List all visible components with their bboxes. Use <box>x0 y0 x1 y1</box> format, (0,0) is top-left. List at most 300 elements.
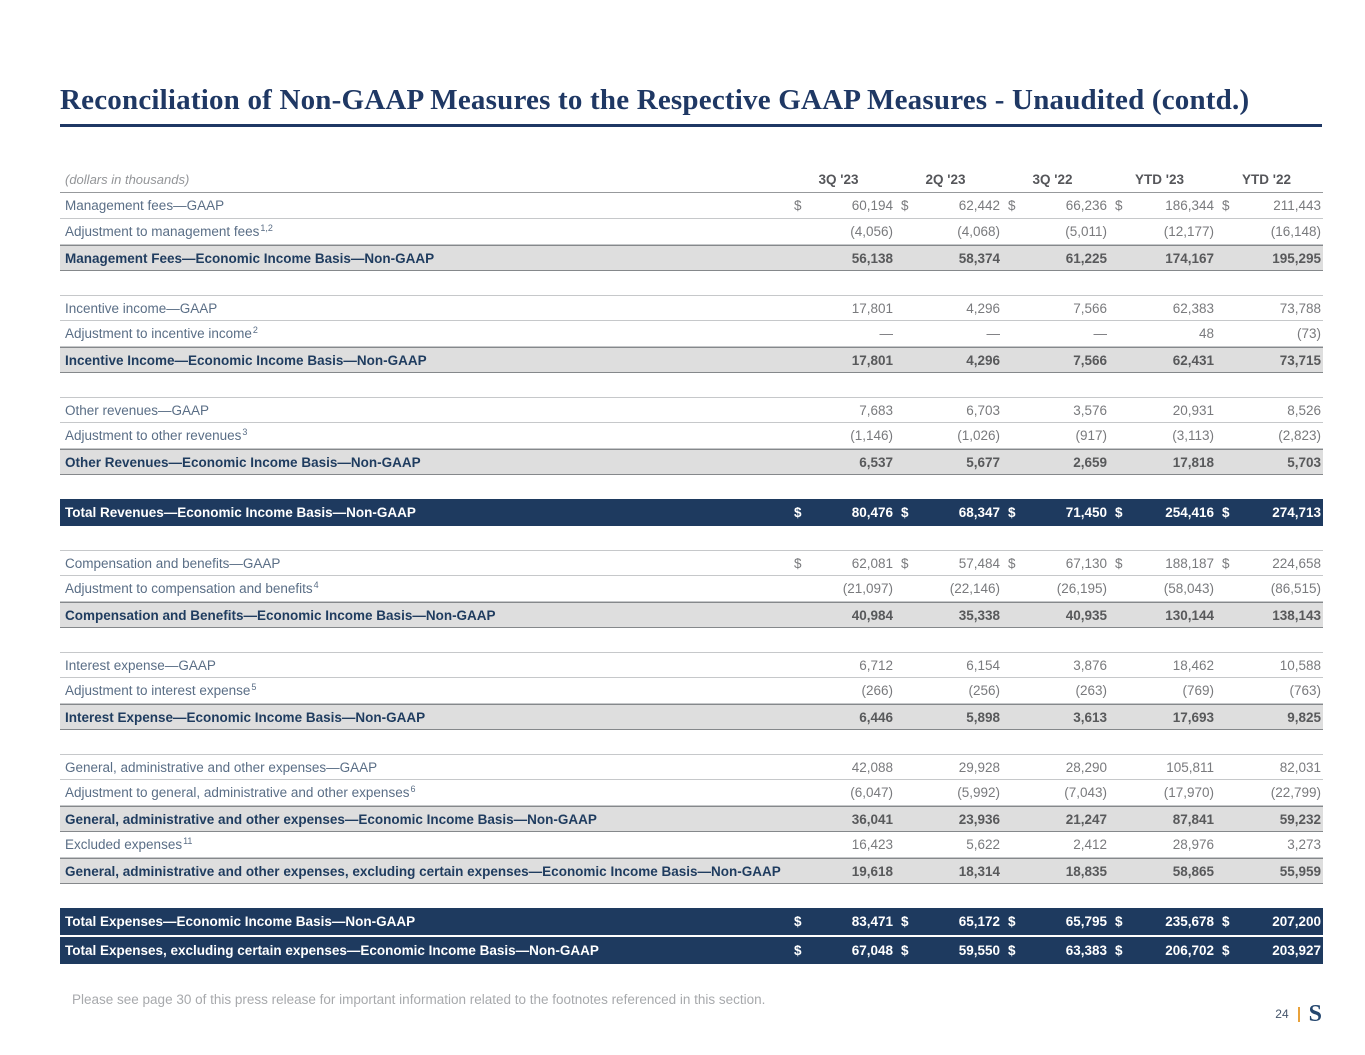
value-cell <box>895 556 1002 571</box>
cell-value: 65,172 <box>958 914 1000 929</box>
cell-value: (1,026) <box>957 428 1000 443</box>
value-cell <box>1002 914 1109 929</box>
cell-value: 174,167 <box>1165 250 1214 266</box>
cell-value: 4,296 <box>966 300 1000 316</box>
cell-value: (21,097) <box>842 581 893 596</box>
table-row <box>60 832 1323 858</box>
cell-value: 28,290 <box>1065 759 1107 775</box>
value-cell <box>788 608 895 623</box>
value-cell <box>895 683 1002 698</box>
value-cell <box>1216 301 1323 316</box>
table-row <box>60 347 1323 373</box>
currency-symbol: $ <box>1115 914 1123 929</box>
cell-value: 6,154 <box>966 657 1000 673</box>
value-cell <box>788 556 895 571</box>
table-row <box>60 449 1323 475</box>
currency-symbol: $ <box>794 555 802 571</box>
cell-value: (763) <box>1289 683 1321 698</box>
cell-value: (17,970) <box>1163 785 1214 800</box>
value-cell <box>1002 710 1109 725</box>
value-cell <box>1216 837 1323 852</box>
value-cell <box>1002 224 1109 239</box>
currency-symbol: $ <box>794 943 802 958</box>
currency-symbol: $ <box>1008 198 1016 213</box>
value-cell <box>895 224 1002 239</box>
cell-value: 188,187 <box>1165 555 1214 571</box>
cell-value: (22,146) <box>949 581 1000 596</box>
cell-value: 73,788 <box>1279 300 1321 316</box>
row-label-text: Other revenues—GAAP <box>65 402 210 418</box>
table-row <box>60 780 1323 806</box>
value-cell <box>1109 812 1216 827</box>
value-cell <box>1002 837 1109 852</box>
value-cell <box>1109 608 1216 623</box>
cell-value: 18,835 <box>1065 863 1107 879</box>
row-label-text: Other Revenues—Economic Income Basis—Non-GAAP <box>65 454 421 470</box>
cell-value: 40,935 <box>1065 607 1107 623</box>
cell-value: 62,081 <box>851 555 893 571</box>
row-label <box>60 455 788 470</box>
value-cell <box>788 353 895 368</box>
table-row <box>60 704 1323 730</box>
cell-value: 67,048 <box>851 943 893 958</box>
footnote-marker: 6 <box>410 783 416 794</box>
value-cell <box>895 198 1002 213</box>
value-cell <box>1216 353 1323 368</box>
currency-symbol: $ <box>1222 943 1230 958</box>
value-cell <box>1216 785 1323 800</box>
cell-value: 55,959 <box>1279 863 1321 879</box>
value-cell <box>1109 224 1216 239</box>
value-cell <box>895 760 1002 775</box>
value-cell <box>895 428 1002 443</box>
cell-value: 17,801 <box>851 300 893 316</box>
value-cell <box>1216 683 1323 698</box>
cell-value: 87,841 <box>1172 811 1214 827</box>
cell-value: 7,566 <box>1073 352 1107 368</box>
table-block <box>60 397 1323 475</box>
currency-symbol: $ <box>1008 505 1016 520</box>
row-label <box>60 353 788 368</box>
footnote-marker: 4 <box>313 579 319 590</box>
cell-value: 57,484 <box>958 555 1000 571</box>
value-cell <box>895 710 1002 725</box>
value-cell <box>1002 864 1109 879</box>
cell-value: (2,823) <box>1278 428 1321 443</box>
value-cell <box>1216 760 1323 775</box>
cell-value: 59,232 <box>1279 811 1321 827</box>
currency-symbol: $ <box>1115 943 1123 958</box>
page-number: 24 <box>1275 1007 1289 1021</box>
value-cell <box>1216 455 1323 470</box>
value-cell <box>788 710 895 725</box>
row-label <box>60 581 788 596</box>
table-row <box>60 397 1323 423</box>
table-body <box>60 193 1323 964</box>
value-cell <box>1002 326 1109 341</box>
value-cell <box>895 864 1002 879</box>
value-cell <box>788 198 895 213</box>
cell-value: (4,068) <box>957 224 1000 239</box>
cell-value: (7,043) <box>1064 785 1107 800</box>
table-block <box>60 295 1323 373</box>
currency-symbol: $ <box>1222 914 1230 929</box>
row-label <box>60 556 788 571</box>
reconciliation-table <box>60 172 1323 964</box>
row-label-text: General, administrative and other expenses—Economic Income Basis—Non-GAAP <box>65 811 597 827</box>
row-label-text: Total Revenues—Economic Income Basis—Non-GAAP <box>65 505 416 520</box>
value-cell <box>1216 608 1323 623</box>
value-cell <box>1109 403 1216 418</box>
row-label <box>60 658 788 673</box>
cell-value: 5,898 <box>966 709 1000 725</box>
cell-value: 66,236 <box>1065 198 1107 213</box>
value-cell <box>895 353 1002 368</box>
value-cell <box>1216 198 1323 213</box>
value-cell <box>1002 658 1109 673</box>
table-row <box>60 858 1323 884</box>
cell-value: — <box>986 326 1000 341</box>
cell-value: (86,515) <box>1270 581 1321 596</box>
cell-value: (5,011) <box>1065 224 1107 239</box>
cell-value: 60,194 <box>851 198 893 213</box>
cell-value: (263) <box>1075 683 1107 698</box>
value-cell <box>1109 785 1216 800</box>
cell-value: 61,225 <box>1065 250 1107 266</box>
page-title: Reconciliation of Non-GAAP Measures to the Respective GAAP Measures - Unaudited (contd.) <box>60 84 1250 116</box>
value-cell <box>788 943 895 958</box>
page-footer <box>1275 1002 1322 1026</box>
row-label-text: Interest expense—GAAP <box>65 657 216 673</box>
table-row <box>60 678 1323 704</box>
value-cell <box>788 760 895 775</box>
cell-value: 130,144 <box>1165 607 1214 623</box>
row-label-text: Management fees—GAAP <box>65 198 225 213</box>
cell-value: (73) <box>1296 326 1321 341</box>
currency-symbol: $ <box>1222 555 1230 571</box>
column-header: 2Q '23 <box>925 172 966 187</box>
table-block <box>60 754 1323 884</box>
value-cell <box>895 301 1002 316</box>
cell-value: 5,703 <box>1287 454 1321 470</box>
value-cell <box>1002 198 1109 213</box>
cell-value: 71,450 <box>1065 505 1107 520</box>
cell-value: — <box>879 326 893 341</box>
value-cell <box>1002 581 1109 596</box>
value-cell <box>895 455 1002 470</box>
cell-value: 3,576 <box>1073 402 1107 418</box>
value-cell <box>895 837 1002 852</box>
cell-value: 6,712 <box>859 657 893 673</box>
value-cell <box>788 428 895 443</box>
value-cell <box>895 251 1002 266</box>
cell-value: 4,296 <box>966 352 1000 368</box>
row-label-text: Total Expenses, excluding certain expenses—Economic Income Basis—Non-GAAP <box>65 943 599 958</box>
cell-value: 2,412 <box>1073 837 1107 852</box>
currency-symbol: $ <box>794 914 802 929</box>
row-label <box>60 428 788 443</box>
currency-symbol: $ <box>1222 198 1230 213</box>
table-row <box>60 652 1323 678</box>
table-row <box>60 245 1323 271</box>
value-cell <box>1109 864 1216 879</box>
value-cell <box>1216 581 1323 596</box>
cell-value: 7,683 <box>859 402 893 418</box>
row-label <box>60 760 788 775</box>
unit-label: (dollars in thousands) <box>65 172 190 187</box>
cell-value: 67,130 <box>1065 555 1107 571</box>
value-cell <box>1109 353 1216 368</box>
table-row <box>60 754 1323 780</box>
cell-value: 58,374 <box>958 250 1000 266</box>
currency-symbol: $ <box>794 505 802 520</box>
row-label <box>60 914 788 929</box>
value-cell <box>1002 683 1109 698</box>
table-block <box>60 652 1323 730</box>
cell-value: (22,799) <box>1270 785 1321 800</box>
value-cell <box>1109 326 1216 341</box>
currency-symbol: $ <box>1008 943 1016 958</box>
value-cell <box>1216 658 1323 673</box>
cell-value: 40,984 <box>851 607 893 623</box>
cell-value: 68,347 <box>958 505 1000 520</box>
title-underline <box>60 124 1322 127</box>
cell-value: 3,613 <box>1073 709 1107 725</box>
cell-value: (266) <box>861 683 893 698</box>
value-cell <box>895 812 1002 827</box>
cell-value: 63,383 <box>1065 943 1107 958</box>
cell-value: 207,200 <box>1272 914 1321 929</box>
cell-value: 62,442 <box>958 198 1000 213</box>
cell-value: 18,462 <box>1172 657 1214 673</box>
cell-value: (6,047) <box>850 785 893 800</box>
value-cell <box>1002 812 1109 827</box>
table-row <box>60 423 1323 449</box>
table-row <box>60 550 1323 576</box>
cell-value: 254,416 <box>1165 505 1214 520</box>
cell-value: 8,526 <box>1287 402 1321 418</box>
cell-value: 186,344 <box>1165 198 1214 213</box>
value-cell <box>1109 301 1216 316</box>
value-cell <box>1109 837 1216 852</box>
cell-value: 6,446 <box>859 709 893 725</box>
table-row <box>60 937 1323 964</box>
cell-value: (12,177) <box>1163 224 1214 239</box>
row-label <box>60 608 788 623</box>
cell-value: 105,811 <box>1166 759 1214 775</box>
footnote-marker: 2 <box>252 324 258 335</box>
cell-value: 18,314 <box>958 863 1000 879</box>
row-label-text: Incentive Income—Economic Income Basis—Non-GAAP <box>65 352 427 368</box>
value-cell <box>1002 785 1109 800</box>
row-label-text: Interest Expense—Economic Income Basis—Non-GAAP <box>65 709 426 725</box>
value-cell <box>1216 326 1323 341</box>
table-row <box>60 219 1323 245</box>
row-label <box>60 864 788 879</box>
value-cell <box>1216 224 1323 239</box>
value-cell <box>1002 556 1109 571</box>
table-block <box>60 550 1323 628</box>
value-cell <box>788 301 895 316</box>
cell-value: 9,825 <box>1287 709 1321 725</box>
cell-value: 23,936 <box>958 811 1000 827</box>
currency-symbol: $ <box>901 555 909 571</box>
value-cell <box>1002 505 1109 520</box>
row-label <box>60 251 788 266</box>
value-cell <box>1216 864 1323 879</box>
value-cell <box>895 943 1002 958</box>
row-label-text: Adjustment to management fees <box>65 224 260 239</box>
company-logo: S <box>1308 1001 1322 1027</box>
value-cell <box>1109 428 1216 443</box>
currency-symbol: $ <box>1008 555 1016 571</box>
table-block <box>60 193 1323 271</box>
value-cell <box>1002 353 1109 368</box>
cell-value: 35,338 <box>958 607 1000 623</box>
cell-value: 20,931 <box>1172 402 1214 418</box>
cell-value: 19,618 <box>851 863 893 879</box>
row-label <box>60 505 788 520</box>
cell-value: 73,715 <box>1279 352 1321 368</box>
cell-value: 224,658 <box>1272 555 1321 571</box>
column-header: YTD '23 <box>1135 172 1184 187</box>
footnote-marker: 11 <box>183 835 193 846</box>
cell-value: 206,702 <box>1165 943 1214 958</box>
row-label-text: Adjustment to compensation and benefits <box>65 581 313 596</box>
cell-value: (917) <box>1075 428 1107 443</box>
currency-symbol: $ <box>901 198 909 213</box>
cell-value: 10,588 <box>1279 657 1321 673</box>
currency-symbol: $ <box>794 198 802 213</box>
cell-value: 138,143 <box>1272 607 1321 623</box>
row-label <box>60 326 788 341</box>
cell-value: 6,537 <box>859 454 893 470</box>
cell-value: 82,031 <box>1279 759 1321 775</box>
value-cell <box>1002 301 1109 316</box>
value-cell <box>788 683 895 698</box>
cell-value: (26,195) <box>1056 581 1107 596</box>
row-label <box>60 943 788 958</box>
currency-symbol: $ <box>1115 198 1123 213</box>
currency-symbol: $ <box>901 505 909 520</box>
row-label-text: Adjustment to general, administrative and other expenses <box>65 785 410 800</box>
column-header: YTD '22 <box>1242 172 1291 187</box>
cell-value: 235,678 <box>1165 914 1214 929</box>
row-label <box>60 785 788 800</box>
row-label-text: Total Expenses—Economic Income Basis—Non-GAAP <box>65 914 416 929</box>
cell-value: (5,992) <box>957 785 1000 800</box>
row-label <box>60 683 788 698</box>
cell-value: 3,876 <box>1073 657 1107 673</box>
value-cell <box>788 505 895 520</box>
value-cell <box>1109 683 1216 698</box>
footnote-marker: 5 <box>251 681 257 692</box>
table-row <box>60 499 1323 526</box>
table-row <box>60 576 1323 602</box>
table-row <box>60 602 1323 628</box>
value-cell <box>1002 428 1109 443</box>
row-label-text: Incentive income—GAAP <box>65 300 218 316</box>
value-cell <box>1109 198 1216 213</box>
table-row <box>60 908 1323 935</box>
value-cell <box>1002 403 1109 418</box>
value-cell <box>1216 914 1323 929</box>
row-label <box>60 198 788 213</box>
cell-value: 48 <box>1198 326 1214 341</box>
cell-value: (1,146) <box>850 428 893 443</box>
cell-value: 80,476 <box>851 505 893 520</box>
row-label-text: Adjustment to other revenues <box>65 428 242 443</box>
cell-value: 83,471 <box>851 914 893 929</box>
value-cell <box>1216 251 1323 266</box>
cell-value: 2,659 <box>1073 454 1107 470</box>
currency-symbol: $ <box>901 914 909 929</box>
table-row <box>60 193 1323 219</box>
cell-value: 6,703 <box>966 402 1000 418</box>
cell-value: 17,818 <box>1172 454 1214 470</box>
cell-value: 195,295 <box>1272 250 1321 266</box>
row-label-text: Adjustment to incentive income <box>65 326 252 341</box>
cell-value: 29,928 <box>958 759 1000 775</box>
cell-value: 17,693 <box>1172 709 1214 725</box>
value-cell <box>895 914 1002 929</box>
cell-value: (58,043) <box>1163 581 1214 596</box>
value-cell <box>1109 581 1216 596</box>
table-row <box>60 806 1323 832</box>
value-cell <box>1109 455 1216 470</box>
cell-value: 56,138 <box>851 250 893 266</box>
value-cell <box>788 455 895 470</box>
cell-value: 5,677 <box>966 454 1000 470</box>
row-label-text: Excluded expenses <box>65 837 183 852</box>
cell-value: 62,383 <box>1172 300 1214 316</box>
value-cell <box>1002 608 1109 623</box>
column-header: 3Q '22 <box>1032 172 1073 187</box>
footer-separator-bar <box>1298 1007 1300 1022</box>
value-cell <box>1109 658 1216 673</box>
cell-value: 28,976 <box>1172 837 1214 852</box>
currency-symbol: $ <box>1222 505 1230 520</box>
currency-symbol: $ <box>901 943 909 958</box>
value-cell <box>788 914 895 929</box>
value-cell <box>1002 455 1109 470</box>
cell-value: 65,795 <box>1065 914 1107 929</box>
row-label-text: Management Fees—Economic Income Basis—Non-GAAP <box>65 250 435 266</box>
row-label-text: General, administrative and other expenses, excluding certain expenses—Economic Income Basis—Non-GAAP <box>65 863 781 879</box>
value-cell <box>1109 760 1216 775</box>
value-cell <box>1109 251 1216 266</box>
footnote-marker: 1,2 <box>260 222 273 233</box>
value-cell <box>788 837 895 852</box>
cell-value: 21,247 <box>1065 811 1107 827</box>
value-cell <box>788 785 895 800</box>
table-row <box>60 321 1323 347</box>
currency-symbol: $ <box>1115 555 1123 571</box>
cell-value: (4,056) <box>850 224 893 239</box>
value-cell <box>1216 505 1323 520</box>
row-label-text: Compensation and benefits—GAAP <box>65 555 281 571</box>
value-cell <box>788 812 895 827</box>
footnote-marker: 3 <box>242 426 248 437</box>
value-cell <box>788 251 895 266</box>
cell-value: — <box>1093 326 1107 341</box>
cell-value: 62,431 <box>1172 352 1214 368</box>
value-cell <box>895 326 1002 341</box>
cell-value: 7,566 <box>1073 300 1107 316</box>
row-label <box>60 710 788 725</box>
row-label <box>60 812 788 827</box>
cell-value: (16,148) <box>1270 224 1321 239</box>
